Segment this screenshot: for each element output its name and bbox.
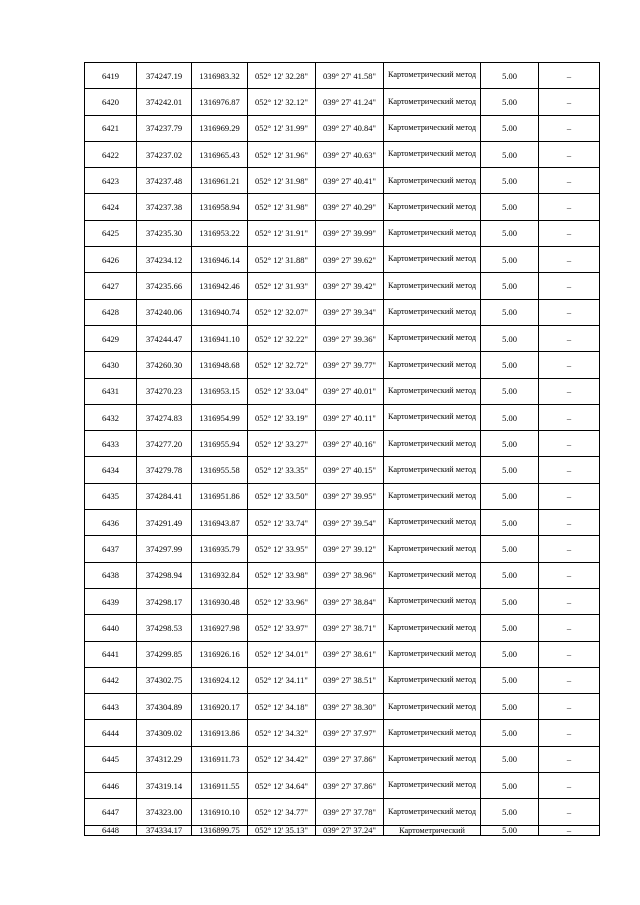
latitude-cell: 052° 12' 34.77" [248,799,316,825]
latitude-cell: 052° 12' 33.74" [248,510,316,536]
y-coordinate-cell: 1316955.58 [192,457,248,483]
longitude-cell: 039° 27' 40.41" [316,168,384,194]
latitude-cell: 052° 12' 34.18" [248,694,316,720]
table-row [85,115,600,141]
longitude-cell: 039° 27' 41.58" [316,63,384,89]
table-row [85,694,600,720]
point-number-cell: 6436 [85,510,137,536]
method-cell: Картометрический метод [384,457,481,483]
table-row [85,89,600,115]
accuracy-cell: 5.00 [481,247,539,273]
point-number-cell: 6425 [85,220,137,246]
table-row [85,773,600,799]
y-coordinate-cell: 1316969.29 [192,115,248,141]
method-cell: Картометрический метод [384,404,481,430]
x-coordinate-cell: 374242.01 [137,89,192,115]
point-number-cell: 6420 [85,89,137,115]
accuracy-cell: 5.00 [481,378,539,404]
table-row [85,194,600,220]
x-coordinate-cell: 374319.14 [137,773,192,799]
accuracy-cell: 5.00 [481,483,539,509]
longitude-cell: 039° 27' 40.01" [316,378,384,404]
longitude-cell: 039° 27' 39.99" [316,220,384,246]
longitude-cell: 039° 27' 37.24" [316,825,384,835]
note-cell: – [539,694,600,720]
longitude-cell: 039° 27' 37.86" [316,746,384,772]
y-coordinate-cell: 1316911.73 [192,746,248,772]
x-coordinate-cell: 374277.20 [137,431,192,457]
table-row [85,510,600,536]
x-coordinate-cell: 374298.53 [137,615,192,641]
table-row [85,536,600,562]
point-number-cell: 6422 [85,141,137,167]
latitude-cell: 052° 12' 35.13" [248,825,316,835]
y-coordinate-cell: 1316927.98 [192,615,248,641]
method-cell: Картометрический метод [384,536,481,562]
accuracy-cell: 5.00 [481,825,539,835]
longitude-cell: 039° 27' 39.95" [316,483,384,509]
x-coordinate-cell: 374279.78 [137,457,192,483]
y-coordinate-cell: 1316954.99 [192,404,248,430]
note-cell: – [539,510,600,536]
table-row [85,299,600,325]
table-row [85,562,600,588]
note-cell: – [539,194,600,220]
point-number-cell: 6443 [85,694,137,720]
table-row [85,352,600,378]
method-cell: Картометрический метод [384,89,481,115]
point-number-cell: 6441 [85,641,137,667]
point-number-cell: 6423 [85,168,137,194]
longitude-cell: 039° 27' 41.24" [316,89,384,115]
note-cell: – [539,431,600,457]
longitude-cell: 039° 27' 37.86" [316,773,384,799]
point-number-cell: 6433 [85,431,137,457]
accuracy-cell: 5.00 [481,89,539,115]
note-cell: – [539,220,600,246]
latitude-cell: 052° 12' 33.96" [248,588,316,614]
table-row [85,720,600,746]
table-row [85,378,600,404]
y-coordinate-cell: 1316942.46 [192,273,248,299]
table-row [85,220,600,246]
y-coordinate-cell: 1316948.68 [192,352,248,378]
y-coordinate-cell: 1316924.12 [192,667,248,693]
accuracy-cell: 5.00 [481,615,539,641]
method-cell: Картометрический метод [384,168,481,194]
latitude-cell: 052° 12' 33.98" [248,562,316,588]
note-cell: – [539,825,600,835]
point-number-cell: 6446 [85,773,137,799]
accuracy-cell: 5.00 [481,746,539,772]
y-coordinate-cell: 1316953.22 [192,220,248,246]
longitude-cell: 039° 27' 40.84" [316,115,384,141]
longitude-cell: 039° 27' 39.62" [316,247,384,273]
table-row [85,141,600,167]
table-row [85,825,600,835]
latitude-cell: 052° 12' 31.88" [248,247,316,273]
note-cell: – [539,141,600,167]
accuracy-cell: 5.00 [481,63,539,89]
y-coordinate-cell: 1316932.84 [192,562,248,588]
method-cell: Картометрический метод [384,141,481,167]
point-number-cell: 6432 [85,404,137,430]
note-cell: – [539,588,600,614]
point-number-cell: 6445 [85,746,137,772]
x-coordinate-cell: 374297.99 [137,536,192,562]
point-number-cell: 6419 [85,63,137,89]
x-coordinate-cell: 374323.00 [137,799,192,825]
accuracy-cell: 5.00 [481,641,539,667]
point-number-cell: 6437 [85,536,137,562]
longitude-cell: 039° 27' 37.97" [316,720,384,746]
method-cell: Картометрический метод [384,694,481,720]
accuracy-cell: 5.00 [481,404,539,430]
accuracy-cell: 5.00 [481,562,539,588]
method-cell: Картометрический метод [384,247,481,273]
method-cell: Картометрический метод [384,588,481,614]
note-cell: – [539,562,600,588]
method-cell: Картометрический метод [384,562,481,588]
x-coordinate-cell: 374237.79 [137,115,192,141]
method-cell: Картометрический метод [384,194,481,220]
note-cell: – [539,773,600,799]
latitude-cell: 052° 12' 32.28" [248,63,316,89]
x-coordinate-cell: 374247.19 [137,63,192,89]
x-coordinate-cell: 374334.17 [137,825,192,835]
note-cell: – [539,615,600,641]
x-coordinate-cell: 374298.17 [137,588,192,614]
table-row [85,457,600,483]
accuracy-cell: 5.00 [481,325,539,351]
y-coordinate-cell: 1316940.74 [192,299,248,325]
x-coordinate-cell: 374235.66 [137,273,192,299]
longitude-cell: 039° 27' 39.12" [316,536,384,562]
point-number-cell: 6447 [85,799,137,825]
table-row [85,641,600,667]
longitude-cell: 039° 27' 40.16" [316,431,384,457]
method-cell: Картометрический метод [384,115,481,141]
point-number-cell: 6424 [85,194,137,220]
note-cell: – [539,483,600,509]
accuracy-cell: 5.00 [481,431,539,457]
method-cell: Картометрический метод [384,352,481,378]
point-number-cell: 6428 [85,299,137,325]
accuracy-cell: 5.00 [481,141,539,167]
latitude-cell: 052° 12' 33.35" [248,457,316,483]
latitude-cell: 052° 12' 33.04" [248,378,316,404]
y-coordinate-cell: 1316943.87 [192,510,248,536]
method-cell: Картометрический метод [384,299,481,325]
latitude-cell: 052° 12' 34.11" [248,667,316,693]
x-coordinate-cell: 374291.49 [137,510,192,536]
method-cell: Картометрический [384,825,481,835]
accuracy-cell: 5.00 [481,536,539,562]
method-cell: Картометрический метод [384,773,481,799]
longitude-cell: 039° 27' 39.42" [316,273,384,299]
x-coordinate-cell: 374298.94 [137,562,192,588]
longitude-cell: 039° 27' 38.84" [316,588,384,614]
y-coordinate-cell: 1316910.10 [192,799,248,825]
x-coordinate-cell: 374244.47 [137,325,192,351]
latitude-cell: 052° 12' 32.72" [248,352,316,378]
y-coordinate-cell: 1316976.87 [192,89,248,115]
y-coordinate-cell: 1316899.75 [192,825,248,835]
note-cell: – [539,457,600,483]
method-cell: Картометрический метод [384,667,481,693]
y-coordinate-cell: 1316941.10 [192,325,248,351]
note-cell: – [539,299,600,325]
latitude-cell: 052° 12' 31.96" [248,141,316,167]
table-body [85,63,600,836]
latitude-cell: 052° 12' 33.19" [248,404,316,430]
latitude-cell: 052° 12' 32.22" [248,325,316,351]
point-number-cell: 6439 [85,588,137,614]
point-number-cell: 6421 [85,115,137,141]
point-number-cell: 6435 [85,483,137,509]
point-number-cell: 6430 [85,352,137,378]
longitude-cell: 039° 27' 37.78" [316,799,384,825]
x-coordinate-cell: 374235.30 [137,220,192,246]
latitude-cell: 052° 12' 33.97" [248,615,316,641]
table-row [85,483,600,509]
method-cell: Картометрический метод [384,799,481,825]
note-cell: – [539,378,600,404]
table-row [85,799,600,825]
latitude-cell: 052° 12' 34.01" [248,641,316,667]
note-cell: – [539,168,600,194]
accuracy-cell: 5.00 [481,773,539,799]
method-cell: Картометрический метод [384,510,481,536]
latitude-cell: 052° 12' 31.93" [248,273,316,299]
note-cell: – [539,273,600,299]
latitude-cell: 052° 12' 32.12" [248,89,316,115]
y-coordinate-cell: 1316953.15 [192,378,248,404]
latitude-cell: 052° 12' 34.42" [248,746,316,772]
y-coordinate-cell: 1316961.21 [192,168,248,194]
y-coordinate-cell: 1316911.55 [192,773,248,799]
longitude-cell: 039° 27' 38.61" [316,641,384,667]
method-cell: Картометрический метод [384,378,481,404]
table-row [85,746,600,772]
x-coordinate-cell: 374302.75 [137,667,192,693]
table-row [85,325,600,351]
longitude-cell: 039° 27' 39.77" [316,352,384,378]
note-cell: – [539,404,600,430]
longitude-cell: 039° 27' 40.63" [316,141,384,167]
table-row [85,63,600,89]
point-number-cell: 6444 [85,720,137,746]
longitude-cell: 039° 27' 38.96" [316,562,384,588]
table-row [85,404,600,430]
coordinates-table [84,62,600,836]
accuracy-cell: 5.00 [481,115,539,141]
y-coordinate-cell: 1316935.79 [192,536,248,562]
longitude-cell: 039° 27' 40.29" [316,194,384,220]
point-number-cell: 6427 [85,273,137,299]
latitude-cell: 052° 12' 31.91" [248,220,316,246]
table-row [85,273,600,299]
accuracy-cell: 5.00 [481,694,539,720]
method-cell: Картометрический метод [384,746,481,772]
accuracy-cell: 5.00 [481,352,539,378]
note-cell: – [539,352,600,378]
x-coordinate-cell: 374309.02 [137,720,192,746]
longitude-cell: 039° 27' 40.15" [316,457,384,483]
accuracy-cell: 5.00 [481,457,539,483]
longitude-cell: 039° 27' 39.34" [316,299,384,325]
point-number-cell: 6429 [85,325,137,351]
y-coordinate-cell: 1316926.16 [192,641,248,667]
point-number-cell: 6426 [85,247,137,273]
x-coordinate-cell: 374237.02 [137,141,192,167]
y-coordinate-cell: 1316951.86 [192,483,248,509]
longitude-cell: 039° 27' 39.36" [316,325,384,351]
x-coordinate-cell: 374270.23 [137,378,192,404]
table-row [85,588,600,614]
table-row [85,431,600,457]
y-coordinate-cell: 1316955.94 [192,431,248,457]
longitude-cell: 039° 27' 40.11" [316,404,384,430]
method-cell: Картометрический метод [384,641,481,667]
latitude-cell: 052° 12' 31.98" [248,168,316,194]
x-coordinate-cell: 374260.30 [137,352,192,378]
y-coordinate-cell: 1316946.14 [192,247,248,273]
table-row [85,615,600,641]
latitude-cell: 052° 12' 31.99" [248,115,316,141]
x-coordinate-cell: 374274.83 [137,404,192,430]
x-coordinate-cell: 374304.89 [137,694,192,720]
note-cell: – [539,63,600,89]
method-cell: Картометрический метод [384,483,481,509]
accuracy-cell: 5.00 [481,799,539,825]
point-number-cell: 6442 [85,667,137,693]
accuracy-cell: 5.00 [481,194,539,220]
table-row [85,247,600,273]
longitude-cell: 039° 27' 39.54" [316,510,384,536]
point-number-cell: 6431 [85,378,137,404]
method-cell: Картометрический метод [384,273,481,299]
accuracy-cell: 5.00 [481,299,539,325]
x-coordinate-cell: 374237.38 [137,194,192,220]
x-coordinate-cell: 374312.29 [137,746,192,772]
x-coordinate-cell: 374240.06 [137,299,192,325]
latitude-cell: 052° 12' 33.95" [248,536,316,562]
longitude-cell: 039° 27' 38.30" [316,694,384,720]
accuracy-cell: 5.00 [481,720,539,746]
longitude-cell: 039° 27' 38.51" [316,667,384,693]
table-row [85,667,600,693]
accuracy-cell: 5.00 [481,273,539,299]
latitude-cell: 052° 12' 33.27" [248,431,316,457]
point-number-cell: 6440 [85,615,137,641]
note-cell: – [539,247,600,273]
latitude-cell: 052° 12' 34.64" [248,773,316,799]
latitude-cell: 052° 12' 32.07" [248,299,316,325]
x-coordinate-cell: 374237.48 [137,168,192,194]
y-coordinate-cell: 1316958.94 [192,194,248,220]
x-coordinate-cell: 374234.12 [137,247,192,273]
y-coordinate-cell: 1316920.17 [192,694,248,720]
note-cell: – [539,720,600,746]
method-cell: Картометрический метод [384,720,481,746]
note-cell: – [539,799,600,825]
accuracy-cell: 5.00 [481,220,539,246]
accuracy-cell: 5.00 [481,510,539,536]
document-page [84,62,599,836]
x-coordinate-cell: 374284.41 [137,483,192,509]
y-coordinate-cell: 1316965.43 [192,141,248,167]
accuracy-cell: 5.00 [481,588,539,614]
note-cell: – [539,667,600,693]
method-cell: Картометрический метод [384,615,481,641]
point-number-cell: 6434 [85,457,137,483]
note-cell: – [539,115,600,141]
note-cell: – [539,325,600,351]
latitude-cell: 052° 12' 34.32" [248,720,316,746]
point-number-cell: 6448 [85,825,137,835]
table-row [85,168,600,194]
y-coordinate-cell: 1316930.48 [192,588,248,614]
accuracy-cell: 5.00 [481,667,539,693]
accuracy-cell: 5.00 [481,168,539,194]
note-cell: – [539,641,600,667]
method-cell: Картометрический метод [384,325,481,351]
longitude-cell: 039° 27' 38.71" [316,615,384,641]
note-cell: – [539,89,600,115]
latitude-cell: 052° 12' 33.50" [248,483,316,509]
method-cell: Картометрический метод [384,220,481,246]
y-coordinate-cell: 1316913.86 [192,720,248,746]
point-number-cell: 6438 [85,562,137,588]
note-cell: – [539,746,600,772]
method-cell: Картометрический метод [384,431,481,457]
method-cell: Картометрический метод [384,63,481,89]
y-coordinate-cell: 1316983.32 [192,63,248,89]
latitude-cell: 052° 12' 31.98" [248,194,316,220]
note-cell: – [539,536,600,562]
x-coordinate-cell: 374299.85 [137,641,192,667]
